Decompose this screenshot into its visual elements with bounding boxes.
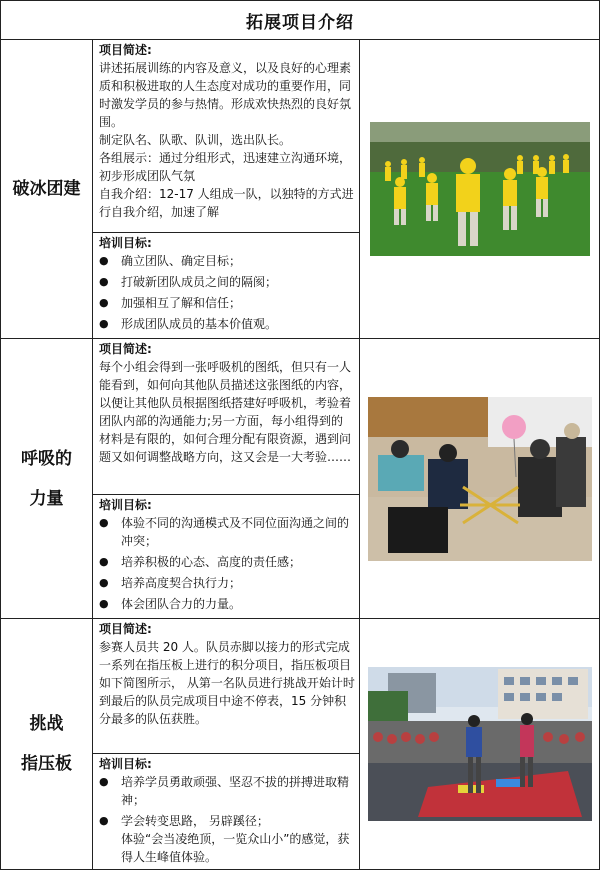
description-text: 每个小组会得到一张呼吸机的图纸，但只有一人能看到，如何向其他队员描述这张图纸的内容，以便让其他队员根据图纸搭建好呼吸机，考验着团队内部的沟通能力;另一方面，每小组得到的材料是有限的，如何合理分配有限资源，遇到问题又如何调整战略方向，这又会是一大考验…… (99, 360, 352, 464)
description-heading: 项目简述: (99, 622, 152, 636)
photo-cell (360, 40, 600, 339)
goals-list (99, 252, 355, 333)
description-text: 自我介绍：12-17 人组成一队，以独特的方式进行自我介绍，加速了解 (99, 187, 354, 219)
photo-cell (360, 339, 600, 619)
goals-list (99, 514, 355, 613)
section-name-icebreaker (1, 40, 93, 339)
goal-item: ● 体会团队合力的力量。 (99, 595, 355, 613)
goal-item: ● 加强相互了解和信任； (99, 294, 355, 312)
photo-cell (360, 619, 600, 870)
section-goals (93, 754, 360, 870)
section-name-line: 指压板 (21, 754, 72, 774)
section-description (93, 619, 360, 754)
description-text: 讲述拓展训练的内容及意义，以及良好的心理素质和积极进取的人生态度对成功的重要作用，同时激发学员的参与热情。形成欢快热烈的良好氛围。 (99, 61, 352, 129)
goal-item: ● 体验不同的沟通模式及不同位面沟通之间的冲突； (99, 514, 355, 550)
goal-item: ● 培养高度契合执行力； (99, 574, 355, 592)
breathing-machine-photo (368, 397, 592, 561)
goal-item: ● 形成团队成员的基本价值观。 (99, 315, 355, 333)
acupressure-board-photo (368, 667, 592, 821)
page-title: 拓展项目介绍 (1, 1, 600, 40)
section-description (93, 339, 360, 495)
goal-item: ● 确立团队、确定目标； (99, 252, 355, 270)
section-goals (93, 495, 360, 619)
goal-continuation: 体验“会当凌绝顶，一览众山小”的感觉，获得人生峰值体验。 (121, 832, 350, 864)
description-text: 参赛人员共 20 人。队员赤脚以接力的形式完成一系列在指压板上进行的积分项目，指压板项目如下简图所示， 从第一名队员进行挑战开始计时到最后的队员完成项目中途不停表，15 分钟积分最多的队伍获胜。 (99, 640, 355, 726)
section-name-acupressure (1, 619, 93, 870)
team-exercise-photo (370, 122, 590, 256)
section-name-line: 破冰团建 (12, 179, 81, 199)
goals-heading: 培训目标: (99, 498, 152, 512)
section-goals (93, 233, 360, 339)
section-description (93, 40, 360, 233)
goal-item: ● 打破新团队成员之间的隔阂； (99, 273, 355, 291)
description-heading: 项目简述: (99, 43, 152, 57)
goal-item: ● 培养学员勇敢顽强、坚忍不拔的拼搏进取精神； (99, 773, 355, 809)
section-name-breathing (1, 339, 93, 619)
description-text: 各组展示：通过分组形式，迅速建立沟通环境，初步形成团队气氛 (99, 151, 352, 183)
description-heading: 项目简述: (99, 342, 152, 356)
description-text: 制定队名、队歌、队训，选出队长。 (99, 133, 292, 147)
goal-item: ● 培养积极的心态、高度的责任感； (99, 553, 355, 571)
goals-heading: 培训目标: (99, 757, 152, 771)
goal-item: ● 学会转变思路， 另辟蹊径； (99, 812, 355, 830)
section-name-line: 力量 (29, 488, 64, 509)
section-name-line: 挑战 (29, 714, 64, 734)
goals-heading: 培训目标: (99, 236, 152, 250)
section-name-line: 呼吸的 (21, 448, 72, 469)
goals-list (99, 773, 355, 866)
